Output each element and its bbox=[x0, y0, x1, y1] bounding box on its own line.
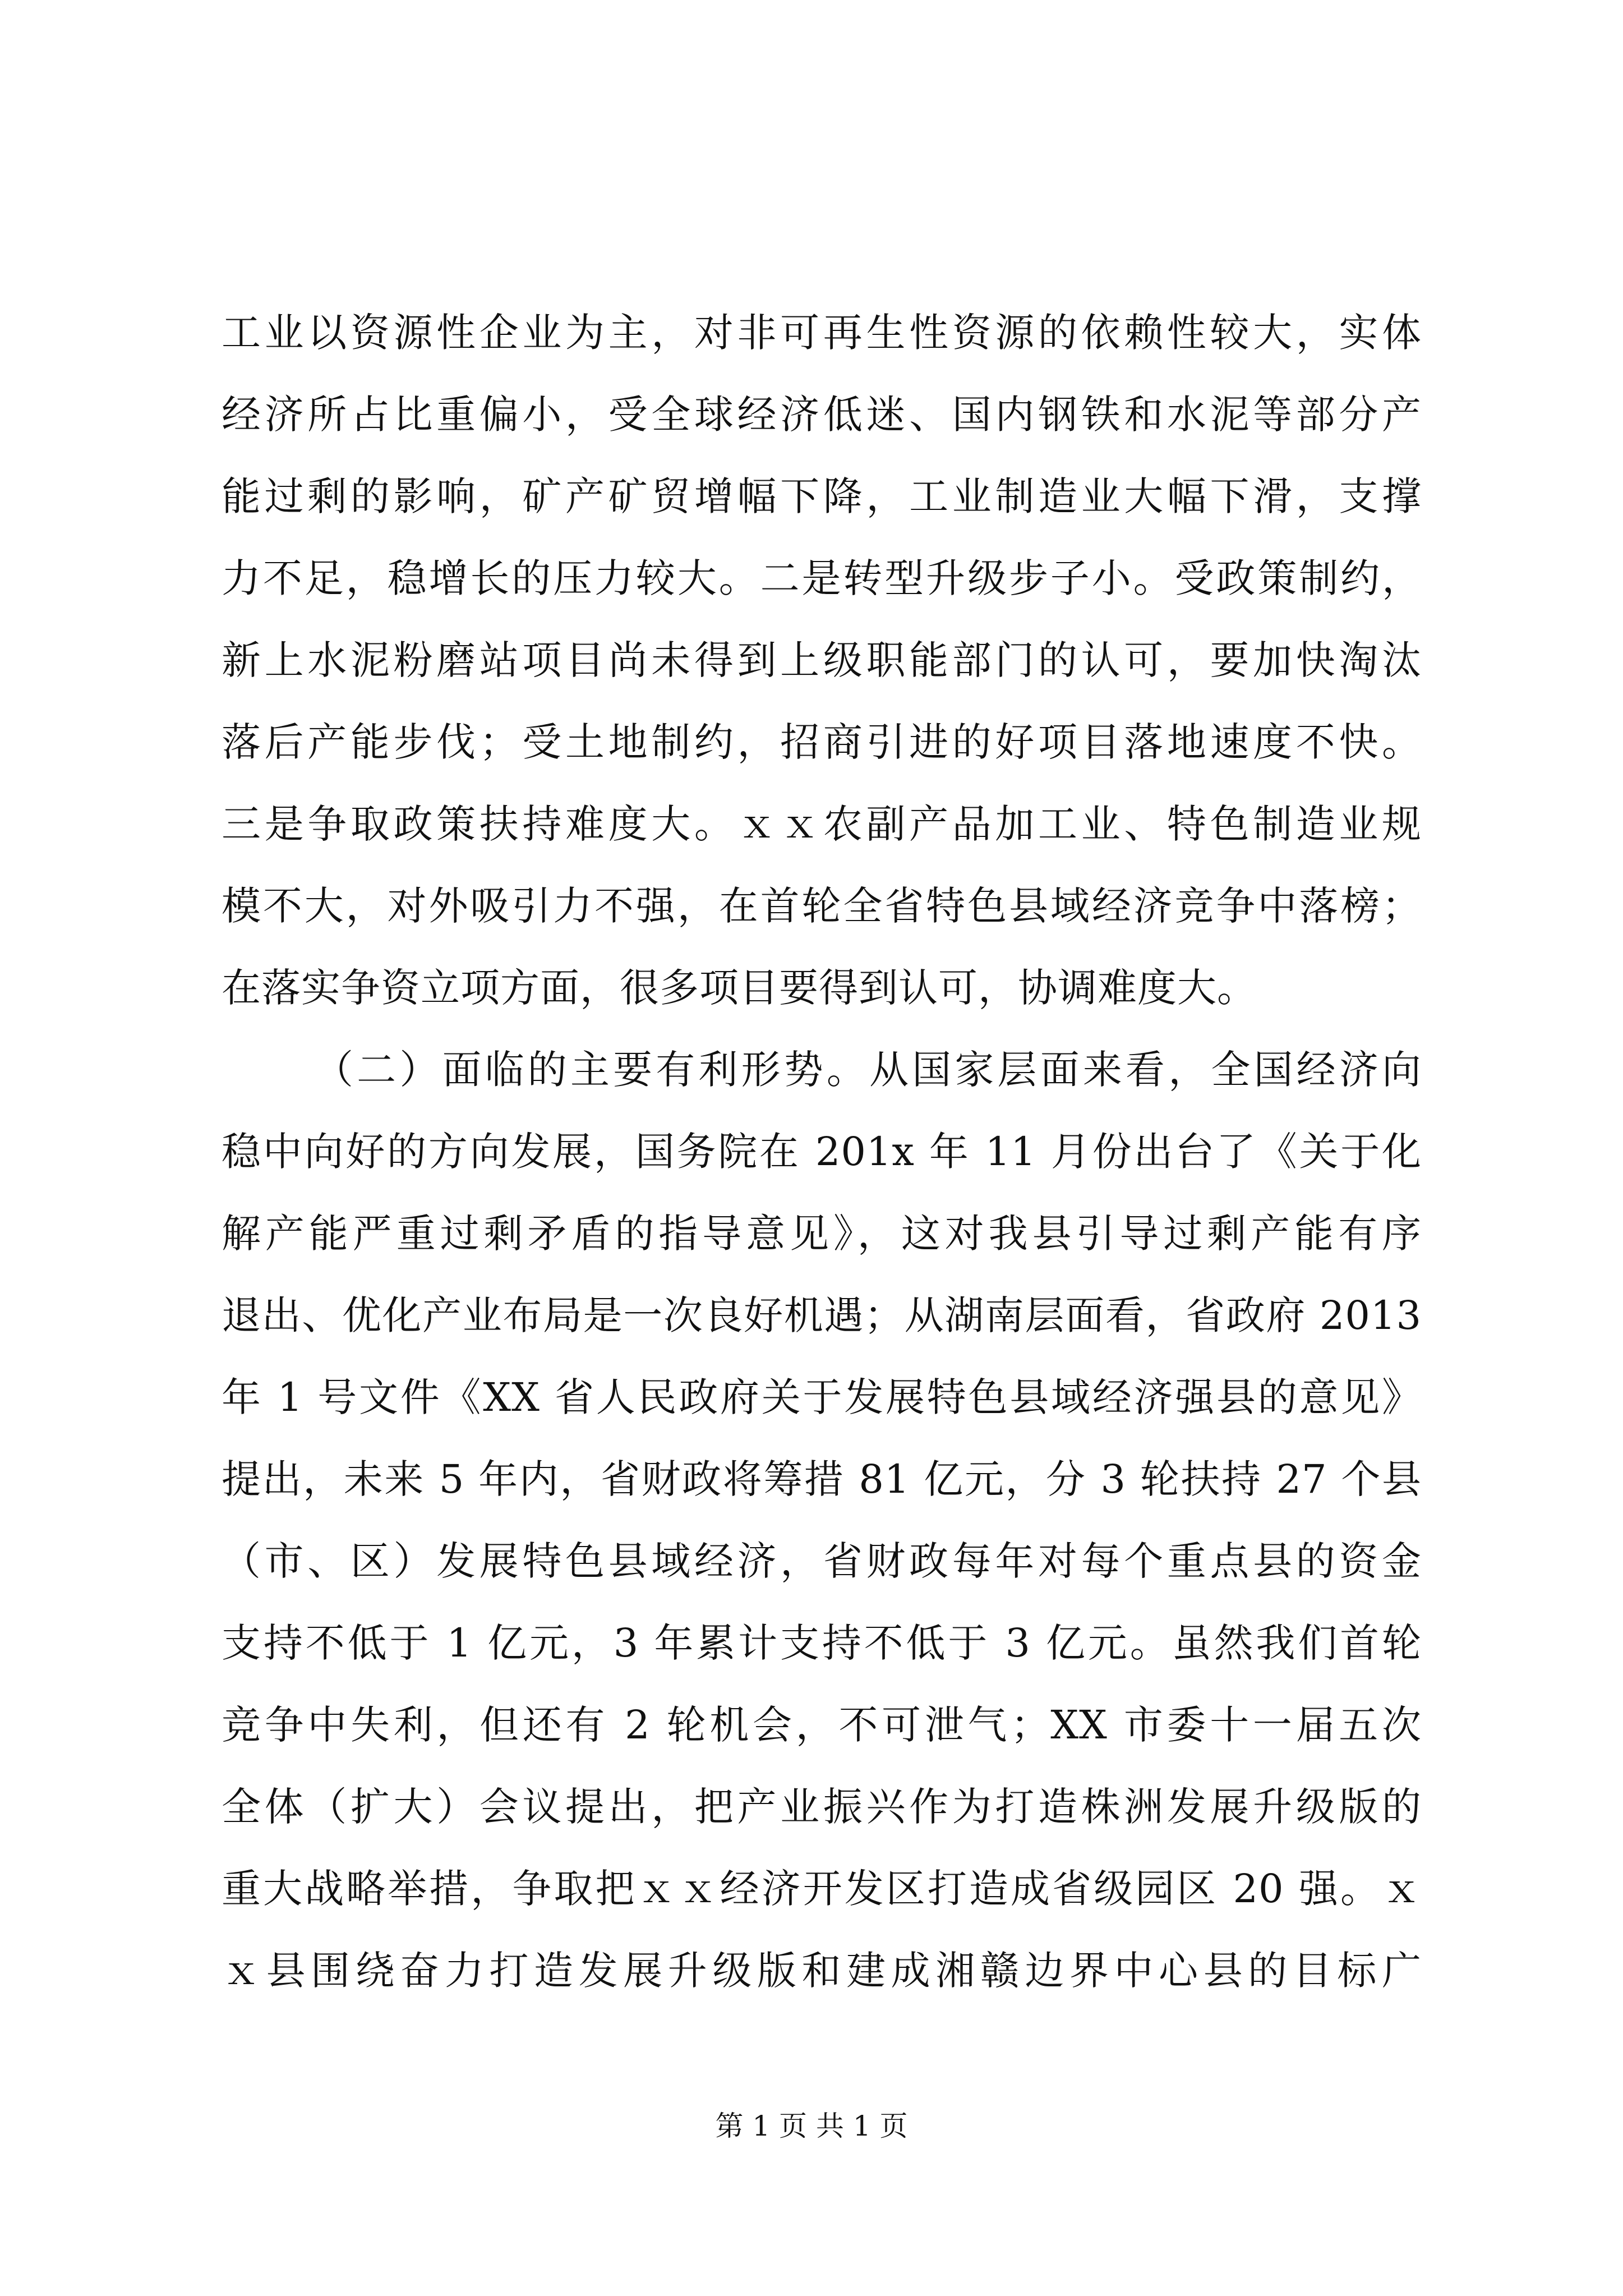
text-line: 能过剩的影响，矿产矿贸增幅下降，工业制造业大幅下滑，支撑 bbox=[222, 473, 1422, 519]
text-line: 提出，未来 5 年内，省财政将筹措 81 亿元，分 3 轮扶持 27 个县 bbox=[222, 1456, 1422, 1502]
text-line: ｘ县围绕奋力打造发展升级版和建成湘赣边界中心县的目标广 bbox=[222, 1948, 1422, 1994]
text-line: 支持不低于 1 亿元，3 年累计支持不低于 3 亿元。虽然我们首轮 bbox=[222, 1620, 1422, 1666]
text-line: 竞争中失利，但还有 2 轮机会，不可泄气；XX 市委十一届五次 bbox=[222, 1702, 1422, 1748]
page-number: 第 1 页 共 1 页 bbox=[715, 2110, 908, 2142]
text-line: 落后产能步伐；受土地制约，招商引进的好项目落地速度不快。 bbox=[222, 719, 1422, 765]
paragraph-1 bbox=[222, 292, 1422, 1029]
text-line: 在落实争资立项方面，很多项目要得到认可，协调难度大。 bbox=[222, 965, 1257, 1011]
text-line: 退出、优化产业布局是一次良好机遇；从湖南层面看，省政府 2013 bbox=[222, 1292, 1422, 1338]
text-line: 重大战略举措，争取把ｘｘ经济开发区打造成省级园区 20 强。ｘ bbox=[222, 1866, 1422, 1912]
document-body bbox=[222, 292, 1422, 2012]
text-line: （二）面临的主要有利形势。从国家层面来看，全国经济向 bbox=[314, 1047, 1422, 1093]
text-line: 新上水泥粉磨站项目尚未得到上级职能部门的认可，要加快淘汰 bbox=[222, 637, 1422, 683]
text-line: 稳中向好的方向发展，国务院在 201x 年 11 月份出台了《关于化 bbox=[222, 1129, 1422, 1175]
text-line: 模不大，对外吸引力不强，在首轮全省特色县域经济竞争中落榜； bbox=[222, 883, 1422, 929]
text-line: 全体（扩大）会议提出，把产业振兴作为打造株洲发展升级版的 bbox=[222, 1784, 1422, 1830]
text-line: 经济所占比重偏小，受全球经济低迷、国内钢铁和水泥等部分产 bbox=[222, 392, 1422, 438]
text-line: 工业以资源性企业为主，对非可再生性资源的依赖性较大，实体 bbox=[222, 310, 1422, 356]
text-line: 三是争取政策扶持难度大。ｘｘ农副产品加工业、特色制造业规 bbox=[222, 801, 1422, 847]
text-line: 解产能严重过剩矛盾的指导意见》，这对我县引导过剩产能有序 bbox=[222, 1211, 1422, 1257]
text-line: 年 1 号文件《XX 省人民政府关于发展特色县域经济强县的意见》 bbox=[222, 1374, 1422, 1420]
page-footer bbox=[0, 2106, 1623, 2146]
paragraph-2 bbox=[222, 1029, 1422, 2012]
text-line: （市、区）发展特色县域经济，省财政每年对每个重点县的资金 bbox=[222, 1538, 1422, 1584]
text-line: 力不足，稳增长的压力较大。二是转型升级步子小。受政策制约， bbox=[222, 555, 1422, 601]
